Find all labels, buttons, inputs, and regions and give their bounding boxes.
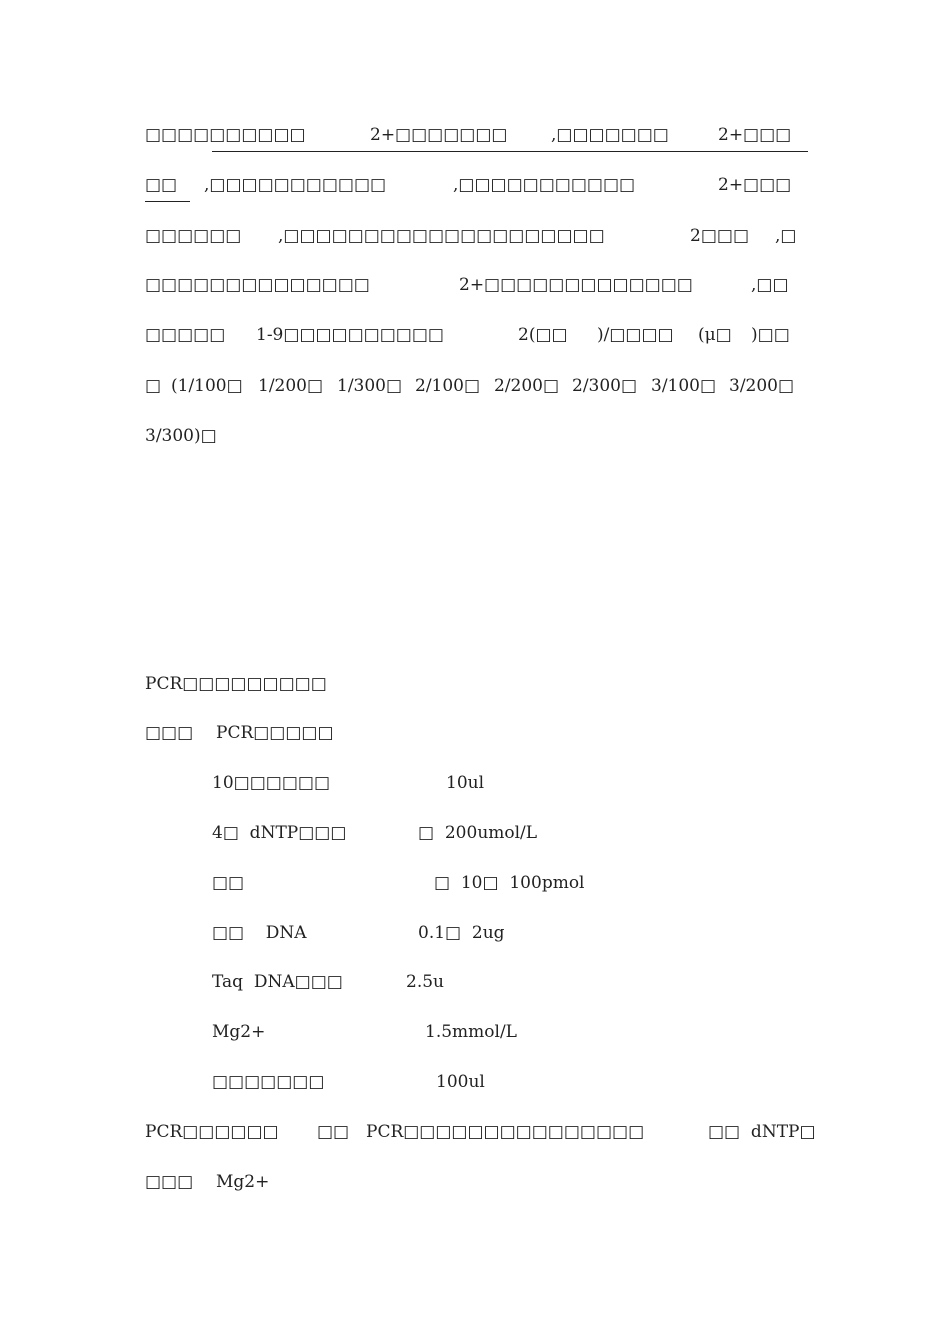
text-run: 3/300)□: [145, 426, 217, 446]
text-run: ,□□: [751, 275, 789, 295]
text-underline: [212, 151, 808, 152]
text-run: □□□□□□: [145, 226, 242, 246]
text-run: PCR□□□□□□: [145, 1122, 279, 1142]
text-run: □□ dNTP□: [708, 1122, 816, 1142]
text-run: 3/200□: [729, 376, 795, 396]
text-run: 1/200□: [258, 376, 324, 396]
subheading-label: □□□: [145, 723, 194, 743]
text-run: 2(□□: [518, 325, 568, 345]
text-run: □□: [317, 1122, 350, 1142]
reagent-qty: □ 10□ 100pmol: [434, 873, 585, 893]
reagent-qty: 2.5u: [406, 972, 444, 992]
reagent-qty: 10ul: [446, 773, 485, 793]
reagent-name: □□: [212, 873, 245, 893]
text-run: □□□: [145, 1172, 194, 1192]
subheading-text: PCR□□□□□: [216, 723, 334, 743]
text-run: 2+□□□: [718, 125, 792, 145]
reagent-name: Taq DNA□□□: [212, 972, 343, 992]
reagent-name: 10□□□□□□: [212, 773, 331, 793]
text-run: Mg2+: [216, 1172, 270, 1192]
text-run: □□□□□□□□□□□□□□: [145, 275, 370, 295]
text-run: ,□□□□□□□□□□□: [453, 175, 636, 195]
text-run: ,□□□□□□□□□□□□□□□□□□□□: [278, 226, 605, 246]
reagent-name: □□ DNA: [212, 923, 307, 943]
text-run: □□□□□: [145, 325, 226, 345]
text-run: 2+□□□: [718, 175, 792, 195]
text-run: 2/300□: [572, 376, 638, 396]
text-run: 1/300□: [337, 376, 403, 396]
text-run: )□□: [751, 325, 790, 345]
text-run: □□: [145, 175, 178, 195]
text-run: 2□□□: [690, 226, 750, 246]
text-run: )/□□□□: [597, 325, 674, 345]
text-run: (μ□: [698, 325, 732, 345]
text-run: ,□: [775, 226, 797, 246]
reagent-name: 4□ dNTP□□□: [212, 823, 347, 843]
reagent-qty: □ 200umol/L: [418, 823, 538, 843]
reagent-qty: 0.1□ 2ug: [418, 923, 505, 943]
reagent-qty: 100ul: [436, 1072, 485, 1092]
text-run: 2/100□: [415, 376, 481, 396]
text-run: 2+□□□□□□□□□□□□□: [459, 275, 693, 295]
text-underline: [145, 201, 190, 202]
text-run: 1-9□□□□□□□□□□: [256, 325, 444, 345]
text-run: 3/100□: [651, 376, 717, 396]
text-run: 2+□□□□□□□: [370, 125, 508, 145]
text-run: 2/200□: [494, 376, 560, 396]
text-run: (1/100□: [171, 376, 243, 396]
text-run: PCR□□□□□□□□□□□□□□□: [366, 1122, 645, 1142]
text-run: ,□□□□□□□: [551, 125, 669, 145]
reagent-name: □□□□□□□: [212, 1072, 325, 1092]
reagent-name: Mg2+: [212, 1022, 266, 1042]
text-run: □: [145, 376, 162, 396]
text-run: □□□□□□□□□□: [145, 125, 306, 145]
reagent-qty: 1.5mmol/L: [425, 1022, 517, 1042]
section-title: PCR□□□□□□□□□: [145, 674, 327, 694]
text-run: ,□□□□□□□□□□□: [204, 175, 387, 195]
